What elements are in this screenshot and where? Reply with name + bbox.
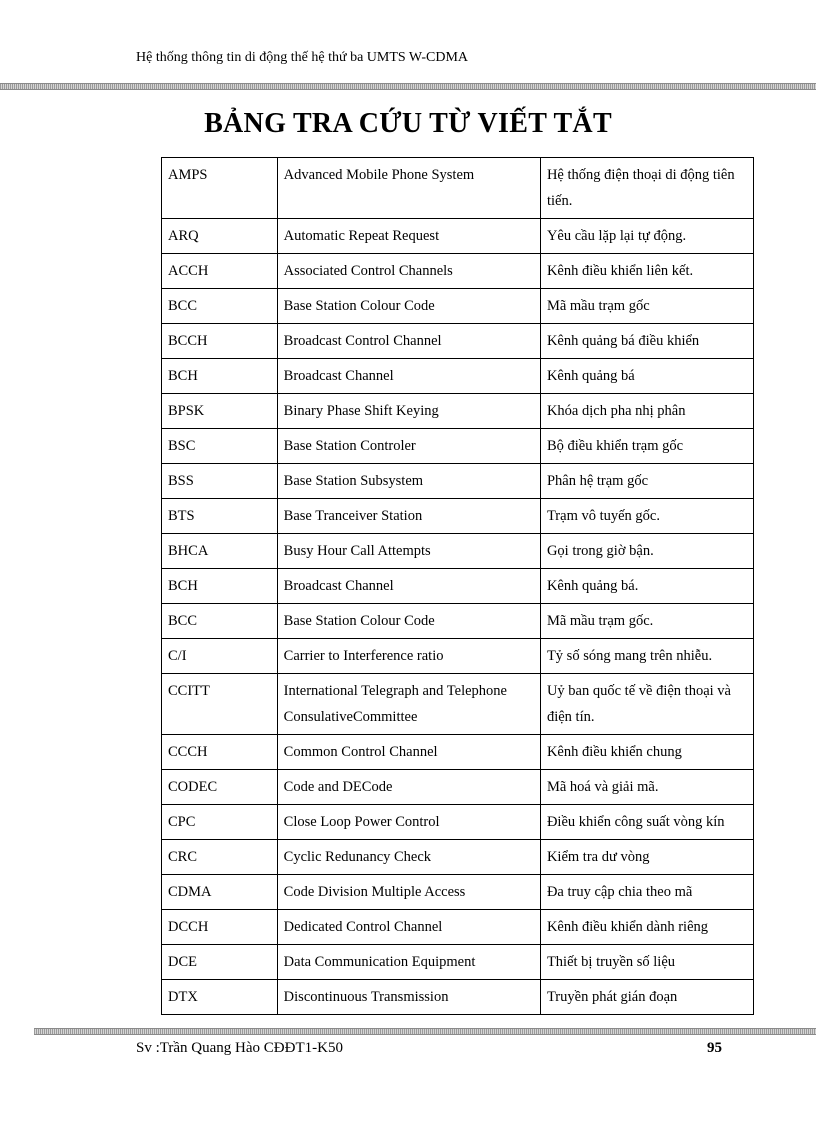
english-term-cell: Busy Hour Call Attempts bbox=[277, 534, 540, 569]
table-row bbox=[162, 394, 754, 429]
english-term-cell: Data Communication Equipment bbox=[277, 945, 540, 980]
abbreviation-cell: BCCH bbox=[162, 324, 278, 359]
english-term-cell: Base Station Colour Code bbox=[277, 289, 540, 324]
page-title: BẢNG TRA CỨU TỪ VIẾT TẮT bbox=[204, 108, 612, 139]
table-row bbox=[162, 499, 754, 534]
table-row bbox=[162, 464, 754, 499]
abbreviation-cell: BCH bbox=[162, 569, 278, 604]
table-row bbox=[162, 158, 754, 219]
vietnamese-term-cell: Tỷ số sóng mang trên nhiễu. bbox=[540, 639, 753, 674]
table-row bbox=[162, 359, 754, 394]
header-rule bbox=[0, 83, 816, 90]
vietnamese-term-cell: Hệ thống điện thoại di động tiên tiến. bbox=[540, 158, 753, 219]
vietnamese-term-cell: Gọi trong giờ bận. bbox=[540, 534, 753, 569]
vietnamese-term-cell: Truyền phát gián đoạn bbox=[540, 980, 753, 1015]
english-term-cell: Code and DECode bbox=[277, 770, 540, 805]
english-term-cell: Base Station Colour Code bbox=[277, 604, 540, 639]
abbreviation-cell: BCC bbox=[162, 604, 278, 639]
table-row bbox=[162, 840, 754, 875]
abbreviation-cell: BHCA bbox=[162, 534, 278, 569]
vietnamese-term-cell: Kênh quảng bá điều khiển bbox=[540, 324, 753, 359]
abbreviation-cell: C/I bbox=[162, 639, 278, 674]
vietnamese-term-cell: Kênh điều khiển dành riêng bbox=[540, 910, 753, 945]
english-term-cell: Broadcast Channel bbox=[277, 359, 540, 394]
table-row bbox=[162, 429, 754, 464]
vietnamese-term-cell: Uỷ ban quốc tế về điện thoại và điện tín. bbox=[540, 674, 753, 735]
vietnamese-term-cell: Kênh quảng bá bbox=[540, 359, 753, 394]
table-row bbox=[162, 735, 754, 770]
english-term-cell: Base Station Controler bbox=[277, 429, 540, 464]
english-term-cell: Base Station Subsystem bbox=[277, 464, 540, 499]
table-row bbox=[162, 805, 754, 840]
abbreviation-cell: AMPS bbox=[162, 158, 278, 219]
table-row bbox=[162, 289, 754, 324]
vietnamese-term-cell: Yêu cầu lặp lại tự động. bbox=[540, 219, 753, 254]
abbreviation-cell: DCCH bbox=[162, 910, 278, 945]
table-row bbox=[162, 604, 754, 639]
vietnamese-term-cell: Kênh điều khiển liên kết. bbox=[540, 254, 753, 289]
vietnamese-term-cell: Khóa dịch pha nhị phân bbox=[540, 394, 753, 429]
english-term-cell: Automatic Repeat Request bbox=[277, 219, 540, 254]
english-term-cell: Code Division Multiple Access bbox=[277, 875, 540, 910]
english-term-cell: Common Control Channel bbox=[277, 735, 540, 770]
abbreviation-cell: CCITT bbox=[162, 674, 278, 735]
table-row bbox=[162, 875, 754, 910]
footer-rule bbox=[34, 1028, 816, 1035]
vietnamese-term-cell: Mã mầu trạm gốc. bbox=[540, 604, 753, 639]
vietnamese-term-cell: Bộ điều khiển trạm gốc bbox=[540, 429, 753, 464]
abbreviation-cell: BSS bbox=[162, 464, 278, 499]
table-row bbox=[162, 910, 754, 945]
abbreviation-cell: CCCH bbox=[162, 735, 278, 770]
vietnamese-term-cell: Thiết bị truyền số liệu bbox=[540, 945, 753, 980]
abbreviation-table-body bbox=[162, 158, 754, 1015]
english-term-cell: Advanced Mobile Phone System bbox=[277, 158, 540, 219]
english-term-cell: Broadcast Channel bbox=[277, 569, 540, 604]
abbreviation-cell: BCH bbox=[162, 359, 278, 394]
vietnamese-term-cell: Phân hệ trạm gốc bbox=[540, 464, 753, 499]
abbreviation-cell: ACCH bbox=[162, 254, 278, 289]
running-header: Hệ thống thông tin di động thế hệ thứ ba UMTS W-CDMA bbox=[136, 50, 469, 65]
abbreviation-cell: CRC bbox=[162, 840, 278, 875]
table-row bbox=[162, 324, 754, 359]
table-row bbox=[162, 219, 754, 254]
abbreviation-cell: ARQ bbox=[162, 219, 278, 254]
english-term-cell: Close Loop Power Control bbox=[277, 805, 540, 840]
table-row bbox=[162, 674, 754, 735]
english-term-cell: Discontinuous Transmission bbox=[277, 980, 540, 1015]
table-row bbox=[162, 770, 754, 805]
vietnamese-term-cell: Kênh điều khiển chung bbox=[540, 735, 753, 770]
english-term-cell: International Telegraph and Telephone ConsulativeCommittee bbox=[277, 674, 540, 735]
english-term-cell: Associated Control Channels bbox=[277, 254, 540, 289]
table-row bbox=[162, 980, 754, 1015]
abbreviation-cell: CODEC bbox=[162, 770, 278, 805]
abbreviation-cell: CPC bbox=[162, 805, 278, 840]
abbreviation-cell: CDMA bbox=[162, 875, 278, 910]
page-number: 95 bbox=[707, 1040, 722, 1056]
abbreviation-cell: BPSK bbox=[162, 394, 278, 429]
english-term-cell: Dedicated Control Channel bbox=[277, 910, 540, 945]
abbreviation-cell: DTX bbox=[162, 980, 278, 1015]
vietnamese-term-cell: Trạm vô tuyến gốc. bbox=[540, 499, 753, 534]
abbreviation-cell: BTS bbox=[162, 499, 278, 534]
table-row bbox=[162, 945, 754, 980]
footer-author: Sv :Trần Quang Hào CĐĐT1-K50 bbox=[136, 1040, 343, 1056]
english-term-cell: Binary Phase Shift Keying bbox=[277, 394, 540, 429]
table-row bbox=[162, 534, 754, 569]
abbreviation-cell: BSC bbox=[162, 429, 278, 464]
vietnamese-term-cell: Đa truy cập chia theo mã bbox=[540, 875, 753, 910]
vietnamese-term-cell: Kênh quảng bá. bbox=[540, 569, 753, 604]
english-term-cell: Broadcast Control Channel bbox=[277, 324, 540, 359]
table-row bbox=[162, 569, 754, 604]
table-row bbox=[162, 254, 754, 289]
abbreviation-table bbox=[161, 157, 754, 1015]
english-term-cell: Cyclic Redunancy Check bbox=[277, 840, 540, 875]
vietnamese-term-cell: Kiểm tra dư vòng bbox=[540, 840, 753, 875]
table-row bbox=[162, 639, 754, 674]
vietnamese-term-cell: Điều khiển công suất vòng kín bbox=[540, 805, 753, 840]
vietnamese-term-cell: Mã hoá và giải mã. bbox=[540, 770, 753, 805]
abbreviation-cell: BCC bbox=[162, 289, 278, 324]
english-term-cell: Base Tranceiver Station bbox=[277, 499, 540, 534]
vietnamese-term-cell: Mã mầu trạm gốc bbox=[540, 289, 753, 324]
abbreviation-cell: DCE bbox=[162, 945, 278, 980]
english-term-cell: Carrier to Interference ratio bbox=[277, 639, 540, 674]
